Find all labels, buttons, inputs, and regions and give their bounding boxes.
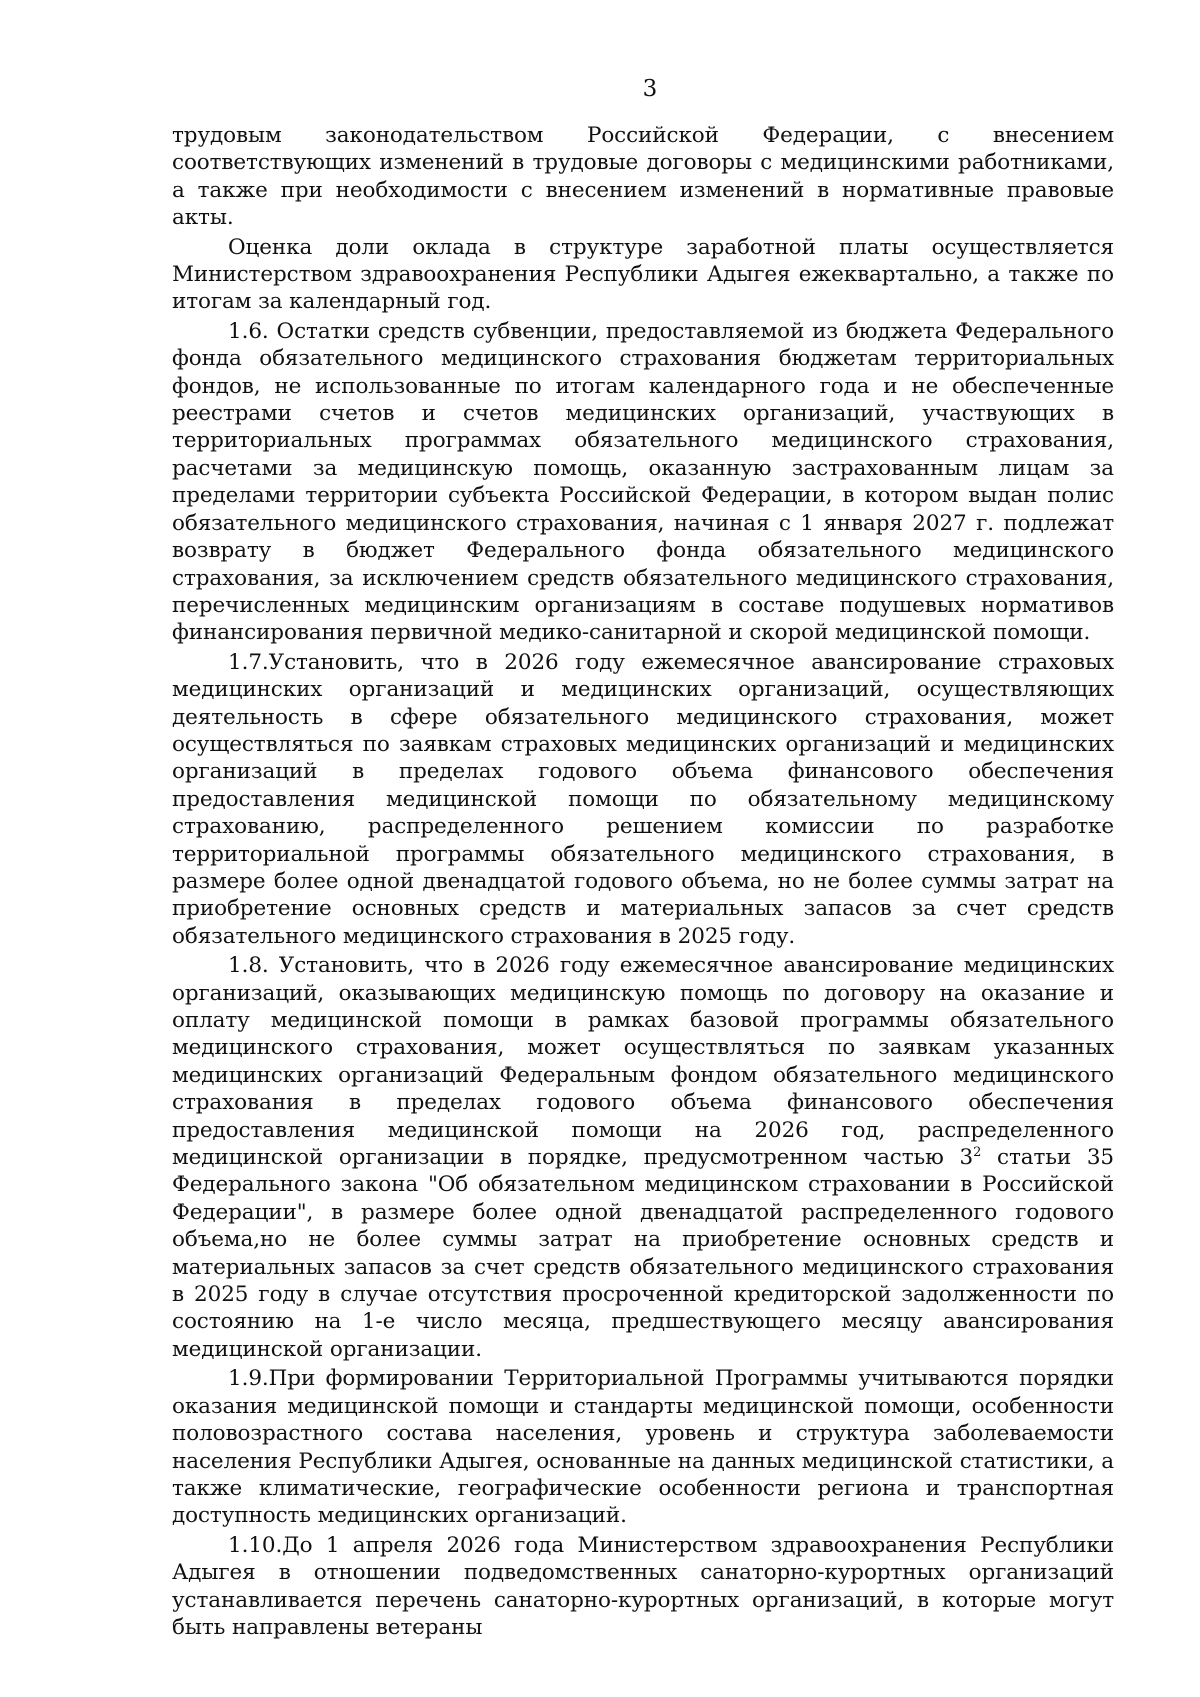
paragraph-salary-assessment: Оценка доли оклада в структуре заработной платы осуществляется Министерством здравоохранения Республики Адыгея ежеквартально, а также по итогам за календарный год. [172, 234, 1114, 315]
paragraph-1-8-part-2: статьи 35 Федерального закона "Об обязательном медицинском страховании в Российской Федерации", в размере более одной двенадцатой распределенного годового объема,но не более суммы затрат на приобретение основных средств и материальных запасов за счет средств обязательного медицинского страхования в 2025 году в случае отсутствия просроченной кредиторской задолженности по состоянию на 1-е число месяца, предшествующего месяцу авансирования медицинской организации. [172, 1145, 1114, 1362]
paragraph-1-8 [172, 952, 1114, 1363]
paragraph-continuation: трудовым законодательством Российской Федерации, с внесением соответствующих изменений в трудовые договоры с медицинскими работниками, а также при необходимости с внесением изменений в нормативные правовые акты. [172, 123, 1114, 231]
paragraph-1-9: 1.9.При формировании Территориальной Программы учитываются порядки оказания медицинской помощи и стандарты медицинской помощи, особенности половозрастного состава населения, уровень и структура заболеваемости населения Республики Адыгея, основанные на данных медицинской статистики, а также климатические, географические особенности региона и транспортная доступность медицинских организаций. [172, 1366, 1114, 1529]
page-number: 3 [642, 76, 658, 102]
paragraph-1-6: 1.6. Остатки средств субвенции, предоставляемой из бюджета Федерального фонда обязательного медицинского страхования бюджетам территориальных фондов, не использованные по итогам календарного года и не обеспеченные реестрами счетов и счетов медицинских организаций, участвующих в территориальных программах обязательного медицинского страхования, расчетами за медицинскую помощь, оказанную застрахованным лицам за пределами территории субъекта Российской Федерации, в котором выдан полис обязательного медицинского страхования, начиная с 1 января 2027 г. подлежат возврату в бюджет Федерального фонда обязательного медицинского страхования, за исключением средств обязательного медицинского страхования, перечисленных медицинским организациям в составе подушевых нормативов финансирования первичной медико-санитарной и скорой медицинской помощи. [172, 318, 1114, 646]
paragraph-1-8-part-1: 1.8. Установить, что в 2026 году ежемесячное авансирование медицинских организаций, оказывающих медицинскую помощь по договору на оказание и оплату медицинской помощи в рамках базовой программы обязательного медицинского страхования, может осуществляться по заявкам указанных медицинских организаций Федеральным фондом обязательного медицинского страхования в пределах годового объема финансового обеспечения предоставления медицинской помощи на 2026 год, распределенного медицинской организации в порядке, предусмотренном частью 3 [172, 953, 1114, 1171]
superscript-2: 2 [973, 1144, 982, 1160]
paragraph-1-7: 1.7.Установить, что в 2026 году ежемесячное авансирование страховых медицинских организаций и медицинских организаций, осуществляющих деятельность в сфере обязательного медицинского страхования, может осуществляться по заявкам страховых медицинских организаций и медицинских организаций в пределах годового объема финансового обеспечения предоставления медицинской помощи по обязательному медицинскому страхованию, распределенного решением комиссии по разработке территориальной программы обязательного медицинского страхования, в размере более одной двенадцатой годового объема, но не более суммы затрат на приобретение основных средств и материальных запасов за счет средств обязательного медицинского страхования в 2025 году. [172, 649, 1114, 949]
document-body [172, 122, 1114, 1641]
paragraph-1-10: 1.10.До 1 апреля 2026 года Министерством здравоохранения Республики Адыгея в отношении подведомственных санаторно-курортных организаций устанавливается перечень санаторно-курортных организаций, в которые могут быть направлены ветераны [172, 1532, 1114, 1640]
